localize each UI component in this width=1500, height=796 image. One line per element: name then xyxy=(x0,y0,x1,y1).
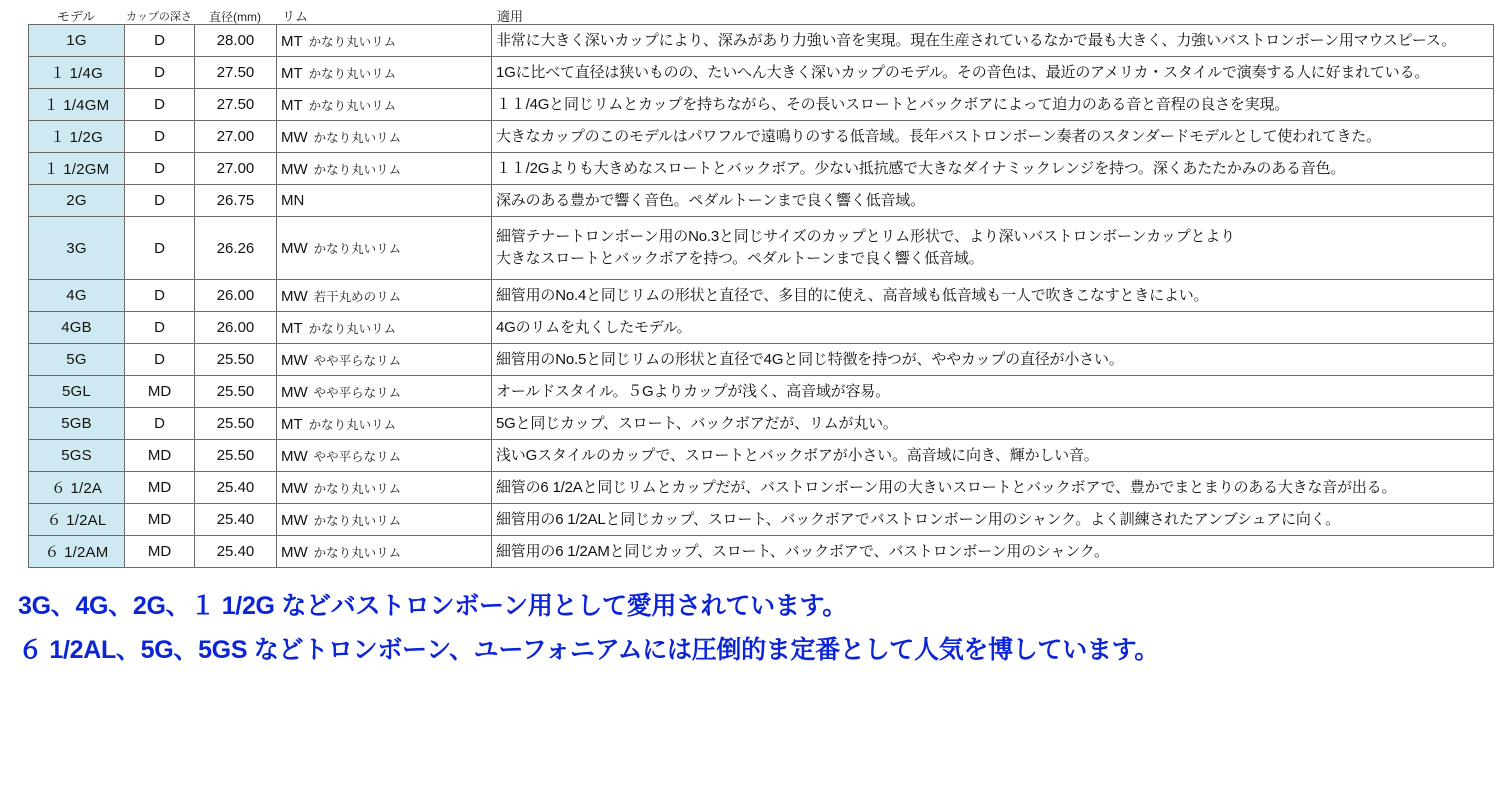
note-line-2: ６ 1/2AL、5G、5GS などトロンボーン、ユーフォニアムには圧倒的ま定番として人気を博しています。 xyxy=(18,636,1159,664)
rim-note: かなり丸いリム xyxy=(308,66,397,81)
cell-diameter: 27.50 xyxy=(195,57,277,89)
rim-code: MW xyxy=(281,351,308,369)
cell-model: 1G xyxy=(29,25,125,57)
cell-application xyxy=(492,217,1494,280)
cell-model: 5GS xyxy=(29,440,125,472)
cell-rim xyxy=(277,312,492,344)
cell-rim xyxy=(277,153,492,185)
header-cup-depth: カップの深さ xyxy=(126,11,192,23)
rim-code: MW xyxy=(281,160,308,178)
cell-model: １ 1/4GM xyxy=(29,89,125,121)
cell-rim xyxy=(277,280,492,312)
cell-application xyxy=(492,504,1494,536)
application-line: 細管用の6 1/2AMと同じカップ、スロート、バックボアで、バストロンボーン用のシャンク。 xyxy=(496,542,1109,560)
table-row xyxy=(29,440,1494,472)
rim-note: かなり丸いリム xyxy=(313,513,402,528)
cell-diameter: 28.00 xyxy=(195,25,277,57)
table-row xyxy=(29,57,1494,89)
application-line: 非常に大きく深いカップにより、深みがあり力強い音を実現。現在生産されているなかで最も大きく、力強いバストロンボーン用マウスピース。 xyxy=(496,31,1456,49)
cell-model: 5G xyxy=(29,344,125,376)
rim-code: MT xyxy=(281,32,303,50)
cell-cup-depth: D xyxy=(125,312,195,344)
cell-diameter: 27.50 xyxy=(195,89,277,121)
cell-diameter: 25.40 xyxy=(195,472,277,504)
cell-rim xyxy=(277,121,492,153)
note-line-1: 3G、4G、2G、１ 1/2G などバストロンボーン用として愛用されています。 xyxy=(18,592,847,620)
cell-application xyxy=(492,344,1494,376)
rim-note: 若干丸めのリム xyxy=(313,289,402,304)
cell-application xyxy=(492,185,1494,217)
table-row xyxy=(29,504,1494,536)
cell-model: 5GB xyxy=(29,408,125,440)
application-line: 大きなカップのこのモデルはパワフルで遠鳴りのする低音域。長年バストロンボーン奏者のスタンダードモデルとして使われてきた。 xyxy=(496,127,1381,145)
cell-diameter: 26.75 xyxy=(195,185,277,217)
cell-rim xyxy=(277,344,492,376)
cell-model: １ 1/4G xyxy=(29,57,125,89)
cell-cup-depth: D xyxy=(125,280,195,312)
table-row xyxy=(29,89,1494,121)
table-row xyxy=(29,153,1494,185)
spec-table-body xyxy=(29,25,1494,568)
rim-note: かなり丸いリム xyxy=(313,545,402,560)
cell-application xyxy=(492,312,1494,344)
cell-application xyxy=(492,472,1494,504)
footer-notes xyxy=(18,584,1490,672)
cell-application xyxy=(492,89,1494,121)
cell-cup-depth: MD xyxy=(125,472,195,504)
cell-rim xyxy=(277,504,492,536)
rim-note: かなり丸いリム xyxy=(308,417,397,432)
header-diameter: 直径(mm) xyxy=(209,10,261,24)
rim-code: MT xyxy=(281,96,303,114)
cell-model: ６ 1/2A xyxy=(29,472,125,504)
cell-cup-depth: D xyxy=(125,185,195,217)
cell-rim xyxy=(277,185,492,217)
cell-cup-depth: D xyxy=(125,344,195,376)
cell-diameter: 25.50 xyxy=(195,440,277,472)
table-row xyxy=(29,472,1494,504)
cell-cup-depth: MD xyxy=(125,536,195,568)
cell-diameter: 27.00 xyxy=(195,121,277,153)
application-line: 5Gと同じカップ、スロート、バックボアだが、リムが丸い。 xyxy=(496,414,898,432)
cell-rim xyxy=(277,408,492,440)
application-line: 細管テナートロンボーン用のNo.3と同じサイズのカップとリム形状で、より深いバストロンボーンカップとより xyxy=(496,228,1235,245)
table-row xyxy=(29,408,1494,440)
cell-model: 2G xyxy=(29,185,125,217)
cell-application xyxy=(492,121,1494,153)
rim-note: やや平らなリム xyxy=(313,449,402,464)
cell-diameter: 26.26 xyxy=(195,217,277,280)
rim-note: やや平らなリム xyxy=(313,385,402,400)
rim-code: MN xyxy=(281,192,305,209)
cell-cup-depth: D xyxy=(125,25,195,57)
cell-application xyxy=(492,440,1494,472)
cell-cup-depth: D xyxy=(125,153,195,185)
table-row xyxy=(29,25,1494,57)
cell-diameter: 27.00 xyxy=(195,153,277,185)
cell-application xyxy=(492,376,1494,408)
application-line: 1Gに比べて直径は狭いものの、たいへん大きく深いカップのモデル。その音色は、最近のアメリカ・スタイルで演奏する人に好まれている。 xyxy=(496,63,1430,81)
cell-rim xyxy=(277,376,492,408)
rim-code: MW xyxy=(281,287,308,305)
cell-rim xyxy=(277,217,492,280)
table-row xyxy=(29,536,1494,568)
table-row xyxy=(29,280,1494,312)
application-line: 深みのある豊かで響く音色。ペダルトーンまで良く響く低音域。 xyxy=(496,191,925,209)
cell-model: 3G xyxy=(29,217,125,280)
cell-model: 5GL xyxy=(29,376,125,408)
cell-cup-depth: D xyxy=(125,89,195,121)
cell-application xyxy=(492,408,1494,440)
cell-cup-depth: D xyxy=(125,217,195,280)
application-line: 細管用の6 1/2ALと同じカップ、スロート、バックボアでバストロンボーン用のシャンク。よく訓練されたアンブシュアに向く。 xyxy=(496,510,1340,528)
cell-model: ６ 1/2AM xyxy=(29,536,125,568)
cell-diameter: 25.50 xyxy=(195,376,277,408)
application-line: 大きなスロートとバックボアを持つ。ペダルトーンまで良く響く低音域。 xyxy=(496,250,984,267)
application-line: １１/4Gと同じリムとカップを持ちながら、その長いスロートとバックボアによって迫力のある音と音程の良さを実現。 xyxy=(496,95,1290,113)
table-row xyxy=(29,344,1494,376)
cell-rim xyxy=(277,89,492,121)
cell-cup-depth: D xyxy=(125,57,195,89)
rim-note: かなり丸いリム xyxy=(313,162,402,177)
application-line: 4Gのリムを丸くしたモデル。 xyxy=(496,318,692,336)
table-column-headers xyxy=(28,4,1490,24)
cell-diameter: 25.40 xyxy=(195,536,277,568)
cell-diameter: 26.00 xyxy=(195,280,277,312)
cell-application xyxy=(492,57,1494,89)
rim-code: MW xyxy=(281,240,308,257)
cell-rim xyxy=(277,25,492,57)
application-line: 浅いGスタイルのカップで、スロートとバックボアが小さい。高音域に向き、輝かしい音。 xyxy=(496,446,1099,464)
cell-application xyxy=(492,280,1494,312)
cell-rim xyxy=(277,472,492,504)
application-line: １１/2Gよりも大きめなスロートとバックボア。少ない抵抗感で大きなダイナミックレンジを持つ。深くあたたかみのある音色。 xyxy=(496,159,1346,177)
rim-code: MW xyxy=(281,128,308,146)
cell-cup-depth: MD xyxy=(125,440,195,472)
rim-note: やや平らなリム xyxy=(313,353,402,368)
rim-note: かなり丸いリム xyxy=(313,242,402,256)
rim-code: MT xyxy=(281,64,303,82)
cell-diameter: 26.00 xyxy=(195,312,277,344)
rim-code: MW xyxy=(281,479,308,497)
cell-cup-depth: MD xyxy=(125,504,195,536)
cell-diameter: 25.40 xyxy=(195,504,277,536)
rim-code: MT xyxy=(281,415,303,433)
rim-note: かなり丸いリム xyxy=(308,321,397,336)
table-row xyxy=(29,121,1494,153)
table-row xyxy=(29,185,1494,217)
cell-rim xyxy=(277,440,492,472)
header-rim: リム xyxy=(282,9,309,24)
table-row xyxy=(29,312,1494,344)
application-line: 細管の6 1/2Aと同じリムとカップだが、バストロンボーン用の大きいスロートとバックボアで、豊かでまとまりのある大きな音が出る。 xyxy=(496,478,1397,496)
cell-rim xyxy=(277,57,492,89)
application-line: 細管用のNo.4と同じリムの形状と直径で、多目的に使え、高音域も低音域も一人で吹きこなすときによい。 xyxy=(496,286,1209,304)
rim-code: MW xyxy=(281,383,308,401)
cell-rim xyxy=(277,536,492,568)
rim-note: かなり丸いリム xyxy=(313,481,402,496)
rim-note: かなり丸いリム xyxy=(308,34,397,49)
cell-model: ６ 1/2AL xyxy=(29,504,125,536)
application-line: 細管用のNo.5と同じリムの形状と直径で4Gと同じ特徴を持つが、ややカップの直径が小さい。 xyxy=(496,350,1124,368)
cell-model: 4G xyxy=(29,280,125,312)
cell-model: １ 1/2GM xyxy=(29,153,125,185)
rim-note: かなり丸いリム xyxy=(313,130,402,145)
cell-cup-depth: D xyxy=(125,121,195,153)
rim-code: MW xyxy=(281,447,308,465)
cell-diameter: 25.50 xyxy=(195,344,277,376)
cell-application xyxy=(492,153,1494,185)
table-row xyxy=(29,217,1494,280)
rim-note: かなり丸いリム xyxy=(308,98,397,113)
application-line: オールドスタイル。５Gよりカップが浅く、高音域が容易。 xyxy=(496,382,890,400)
mouthpiece-spec-table xyxy=(28,24,1494,568)
cell-cup-depth: D xyxy=(125,408,195,440)
cell-application xyxy=(492,25,1494,57)
header-model: モデル xyxy=(56,9,96,24)
cell-model: １ 1/2G xyxy=(29,121,125,153)
rim-code: MT xyxy=(281,319,303,337)
header-application: 適用 xyxy=(497,9,524,24)
cell-diameter: 25.50 xyxy=(195,408,277,440)
cell-model: 4GB xyxy=(29,312,125,344)
rim-code: MW xyxy=(281,543,308,561)
cell-cup-depth: MD xyxy=(125,376,195,408)
cell-application xyxy=(492,536,1494,568)
rim-code: MW xyxy=(281,511,308,529)
table-row xyxy=(29,376,1494,408)
